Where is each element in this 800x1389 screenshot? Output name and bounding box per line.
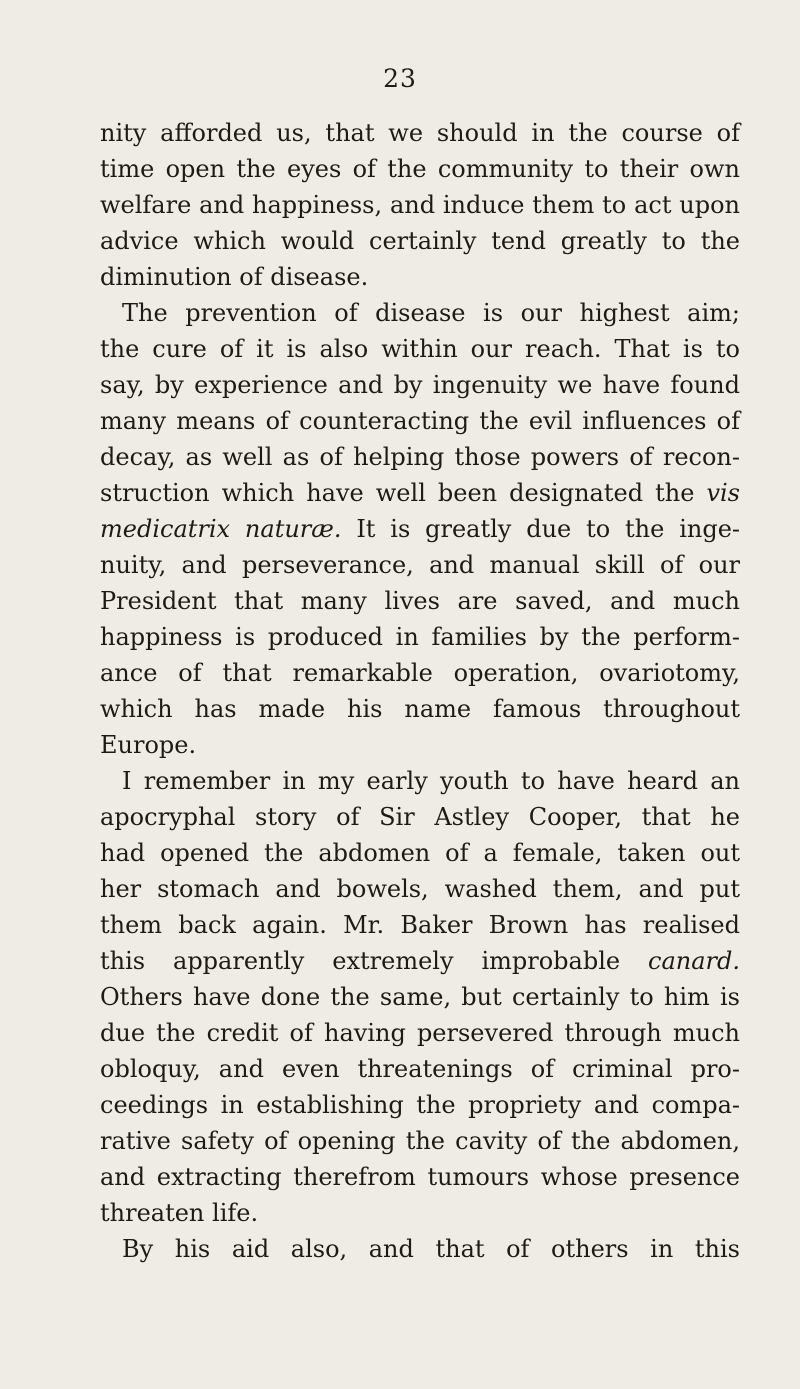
text-line: advice which would certainly tend greatly to the xyxy=(100,227,740,255)
text-line: the cure of it is also within our reach. That is to xyxy=(100,335,740,363)
italic-phrase: canard. xyxy=(648,947,740,975)
text-line: ceedings in establishing the propriety and compa- xyxy=(100,1091,740,1119)
text-line: decay, as well as of helping those powers of recon- xyxy=(100,443,740,471)
text-line: welfare and happiness, and induce them to act upon xyxy=(100,191,740,219)
text-line: nity afforded us, that we should in the course of xyxy=(100,119,740,147)
text-line: medicatrix naturæ. It is greatly due to the inge- xyxy=(100,515,741,543)
text-line: apocryphal story of Sir Astley Cooper, that he xyxy=(100,803,740,831)
text-line: By his aid also, and that of others in this xyxy=(122,1235,740,1263)
text-line: rative safety of opening the cavity of the abdomen, xyxy=(100,1127,740,1155)
text-line: threaten life. xyxy=(100,1199,259,1227)
text-line: Others have done the same, but certainly to him is xyxy=(100,983,740,1011)
text-line: happiness is produced in families by the perform- xyxy=(100,623,740,651)
text-line: time open the eyes of the community to their own xyxy=(100,155,740,183)
text-line: obloquy, and even threatenings of criminal pro- xyxy=(100,1055,740,1083)
text-line: this apparently extremely improbable canard. xyxy=(100,947,740,975)
text-line: due the credit of having persevered through much xyxy=(100,1019,740,1047)
text-line: President that many lives are saved, and much xyxy=(100,587,740,615)
body-text xyxy=(100,115,740,1267)
text-line: them back again. Mr. Baker Brown has realised xyxy=(100,911,740,939)
italic-phrase: vis xyxy=(706,479,740,507)
text-line: had opened the abdomen of a female, taken out xyxy=(100,839,740,867)
text-line: her stomach and bowels, washed them, and put xyxy=(100,875,740,903)
text-line: and extracting therefrom tumours whose presence xyxy=(100,1163,740,1191)
text-line: nuity, and perseverance, and manual skill of our xyxy=(100,551,740,579)
text-line: ance of that remarkable operation, ovariotomy, xyxy=(100,659,740,687)
text-line: which has made his name famous throughout xyxy=(100,695,740,723)
text-line: Europe. xyxy=(100,731,197,759)
italic-phrase: medicatrix naturæ. xyxy=(100,515,342,543)
text-line: struction which have well been designated the vis xyxy=(100,479,740,507)
text-line: say, by experience and by ingenuity we have found xyxy=(100,371,740,399)
text-line: I remember in my early youth to have heard an xyxy=(122,767,740,795)
text-line: The prevention of disease is our highest aim; xyxy=(122,299,740,327)
text-line: many means of counteracting the evil influences of xyxy=(100,407,740,435)
page-number: 23 xyxy=(383,64,417,93)
text-line: diminution of disease. xyxy=(100,263,369,291)
